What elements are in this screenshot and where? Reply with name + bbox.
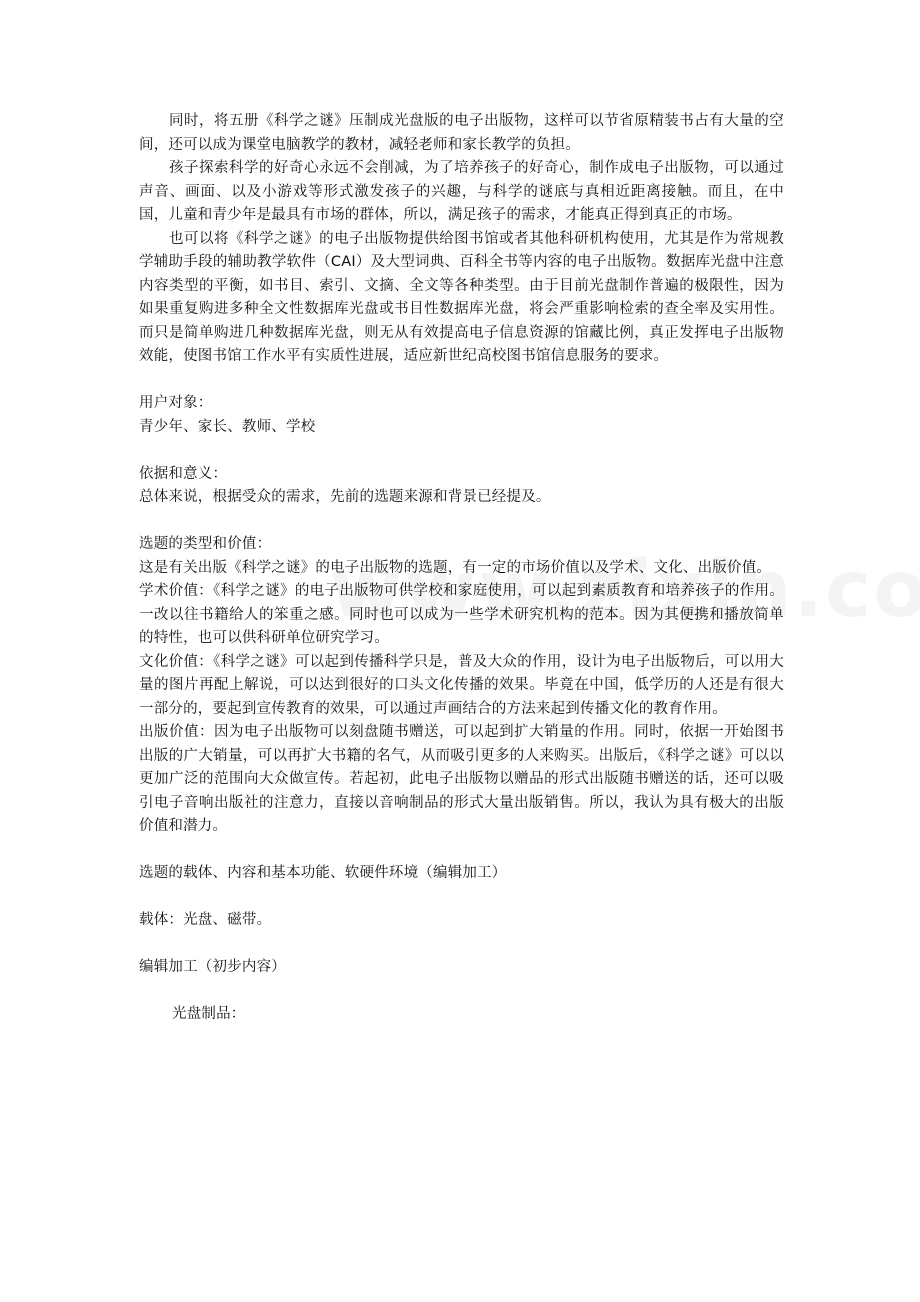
cultural-value: 文化价值：《科学之谜》可以起到传播科学只是，普及大众的作用，设计为电子出版物后，可以用大量的图片再配上解说，可以达到很好的口头文化传播的效果。毕竟在中国，低学历的人还是有很大一部分的，要起到宣传教育的效果，可以通过声画结合的方法来起到传播文化的教育作用。 (139, 653, 784, 717)
spacer (139, 886, 784, 910)
spacer (139, 839, 784, 863)
paragraph-curiosity: 孩子探索科学的好奇心永远不会削减，为了培养孩子的好奇心，制作成电子出版物，可以通过声音、画面、以及小游戏等形式激发孩子的兴趣，与科学的谜底与真相近距离接触。而且，在中国，儿童和青少年是最具有市场的群体，所以，满足孩子的需求，才能真正得到真正的市场。 (139, 160, 784, 223)
value-intro: 这是有关出版《科学之谜》的电子出版物的选题，有一定的市场价值以及学术、文化、出版价值。 (139, 559, 772, 576)
paragraph-library: 也可以将《科学之谜》的电子出版物提供给图书馆或者其他科研机构使用，尤其是作为常规教学辅助手段的辅助教学软件（CAI）及大型词典、百科全书等内容的电子出版物。数据库光盘中注意内容类型的平衡，如书目、索引、文摘、全文等各种类型。由于目前光盘制作普遍的极限性，因为如果重复购进多种全文性数据库光盘或书目性数据库光盘，将会严重影响检索的查全率及实用性。而只是简单购进几种数据库光盘，则无从有效提高电子信息资源的馆藏比例，真正发挥电子出版物效能，使图书馆工作水平有实质性进展，适应新世纪高校图书馆信息服务的要求。 (139, 230, 784, 364)
paragraph-intro: 同时，将五册《科学之谜》压制成光盘版的电子出版物，这样可以节省原精装书占有大量的空间，还可以成为课堂电脑教学的教材，减轻老师和家长教学的负担。 (139, 113, 784, 153)
basis-text: 总体来说，根据受众的需求，先前的选题来源和背景已经提及。 (139, 489, 551, 505)
carrier-text: 载体：光盘、磁带。 (139, 912, 272, 928)
carrier-section-heading: 选题的载体、内容和基本功能、软硬件环境（编辑加工） (139, 865, 507, 881)
academic-value: 学术价值：《科学之谜》的电子出版物可供学校和家庭使用，可以起到素质教育和培养孩子的作用。一改以往书籍给人的笨重之感。同时也可以成为一些学术研究机构的范本。因为其便携和播放简单的特性，也可以供科研单位研究学习。 (139, 583, 784, 646)
users-heading: 用户对象： (139, 395, 213, 411)
spacer (139, 933, 784, 957)
spacer (139, 439, 784, 463)
users-text: 青少年、家长、教师、学校 (139, 418, 316, 435)
editing-heading: 编辑加工（初步内容） (139, 959, 286, 975)
spacer (139, 369, 784, 393)
document-body (139, 110, 784, 1027)
disc-products-label: 光盘制品： (172, 1006, 246, 1022)
value-heading: 选题的类型和价值： (139, 536, 272, 552)
spacer (139, 980, 784, 1004)
basis-heading: 依据和意义： (139, 465, 228, 482)
spacer (139, 510, 784, 534)
publishing-value: 出版价值：因为电子出版物可以刻盘随书赠送，可以起到扩大销量的作用。同时，依据一开始图书出版的广大销量，可以再扩大书籍的名气，从而吸引更多的人来购买。出版后，《科学之谜》可以以更加广泛的范围向大众做宣传。若起初，此电子出版物以赠品的形式出版随书赠送的话，还可以吸引电子音响出版社的注意力，直接以音响制品的形式大量出版销售。所以，我认为具有极大的出版价值和潜力。 (139, 724, 784, 834)
